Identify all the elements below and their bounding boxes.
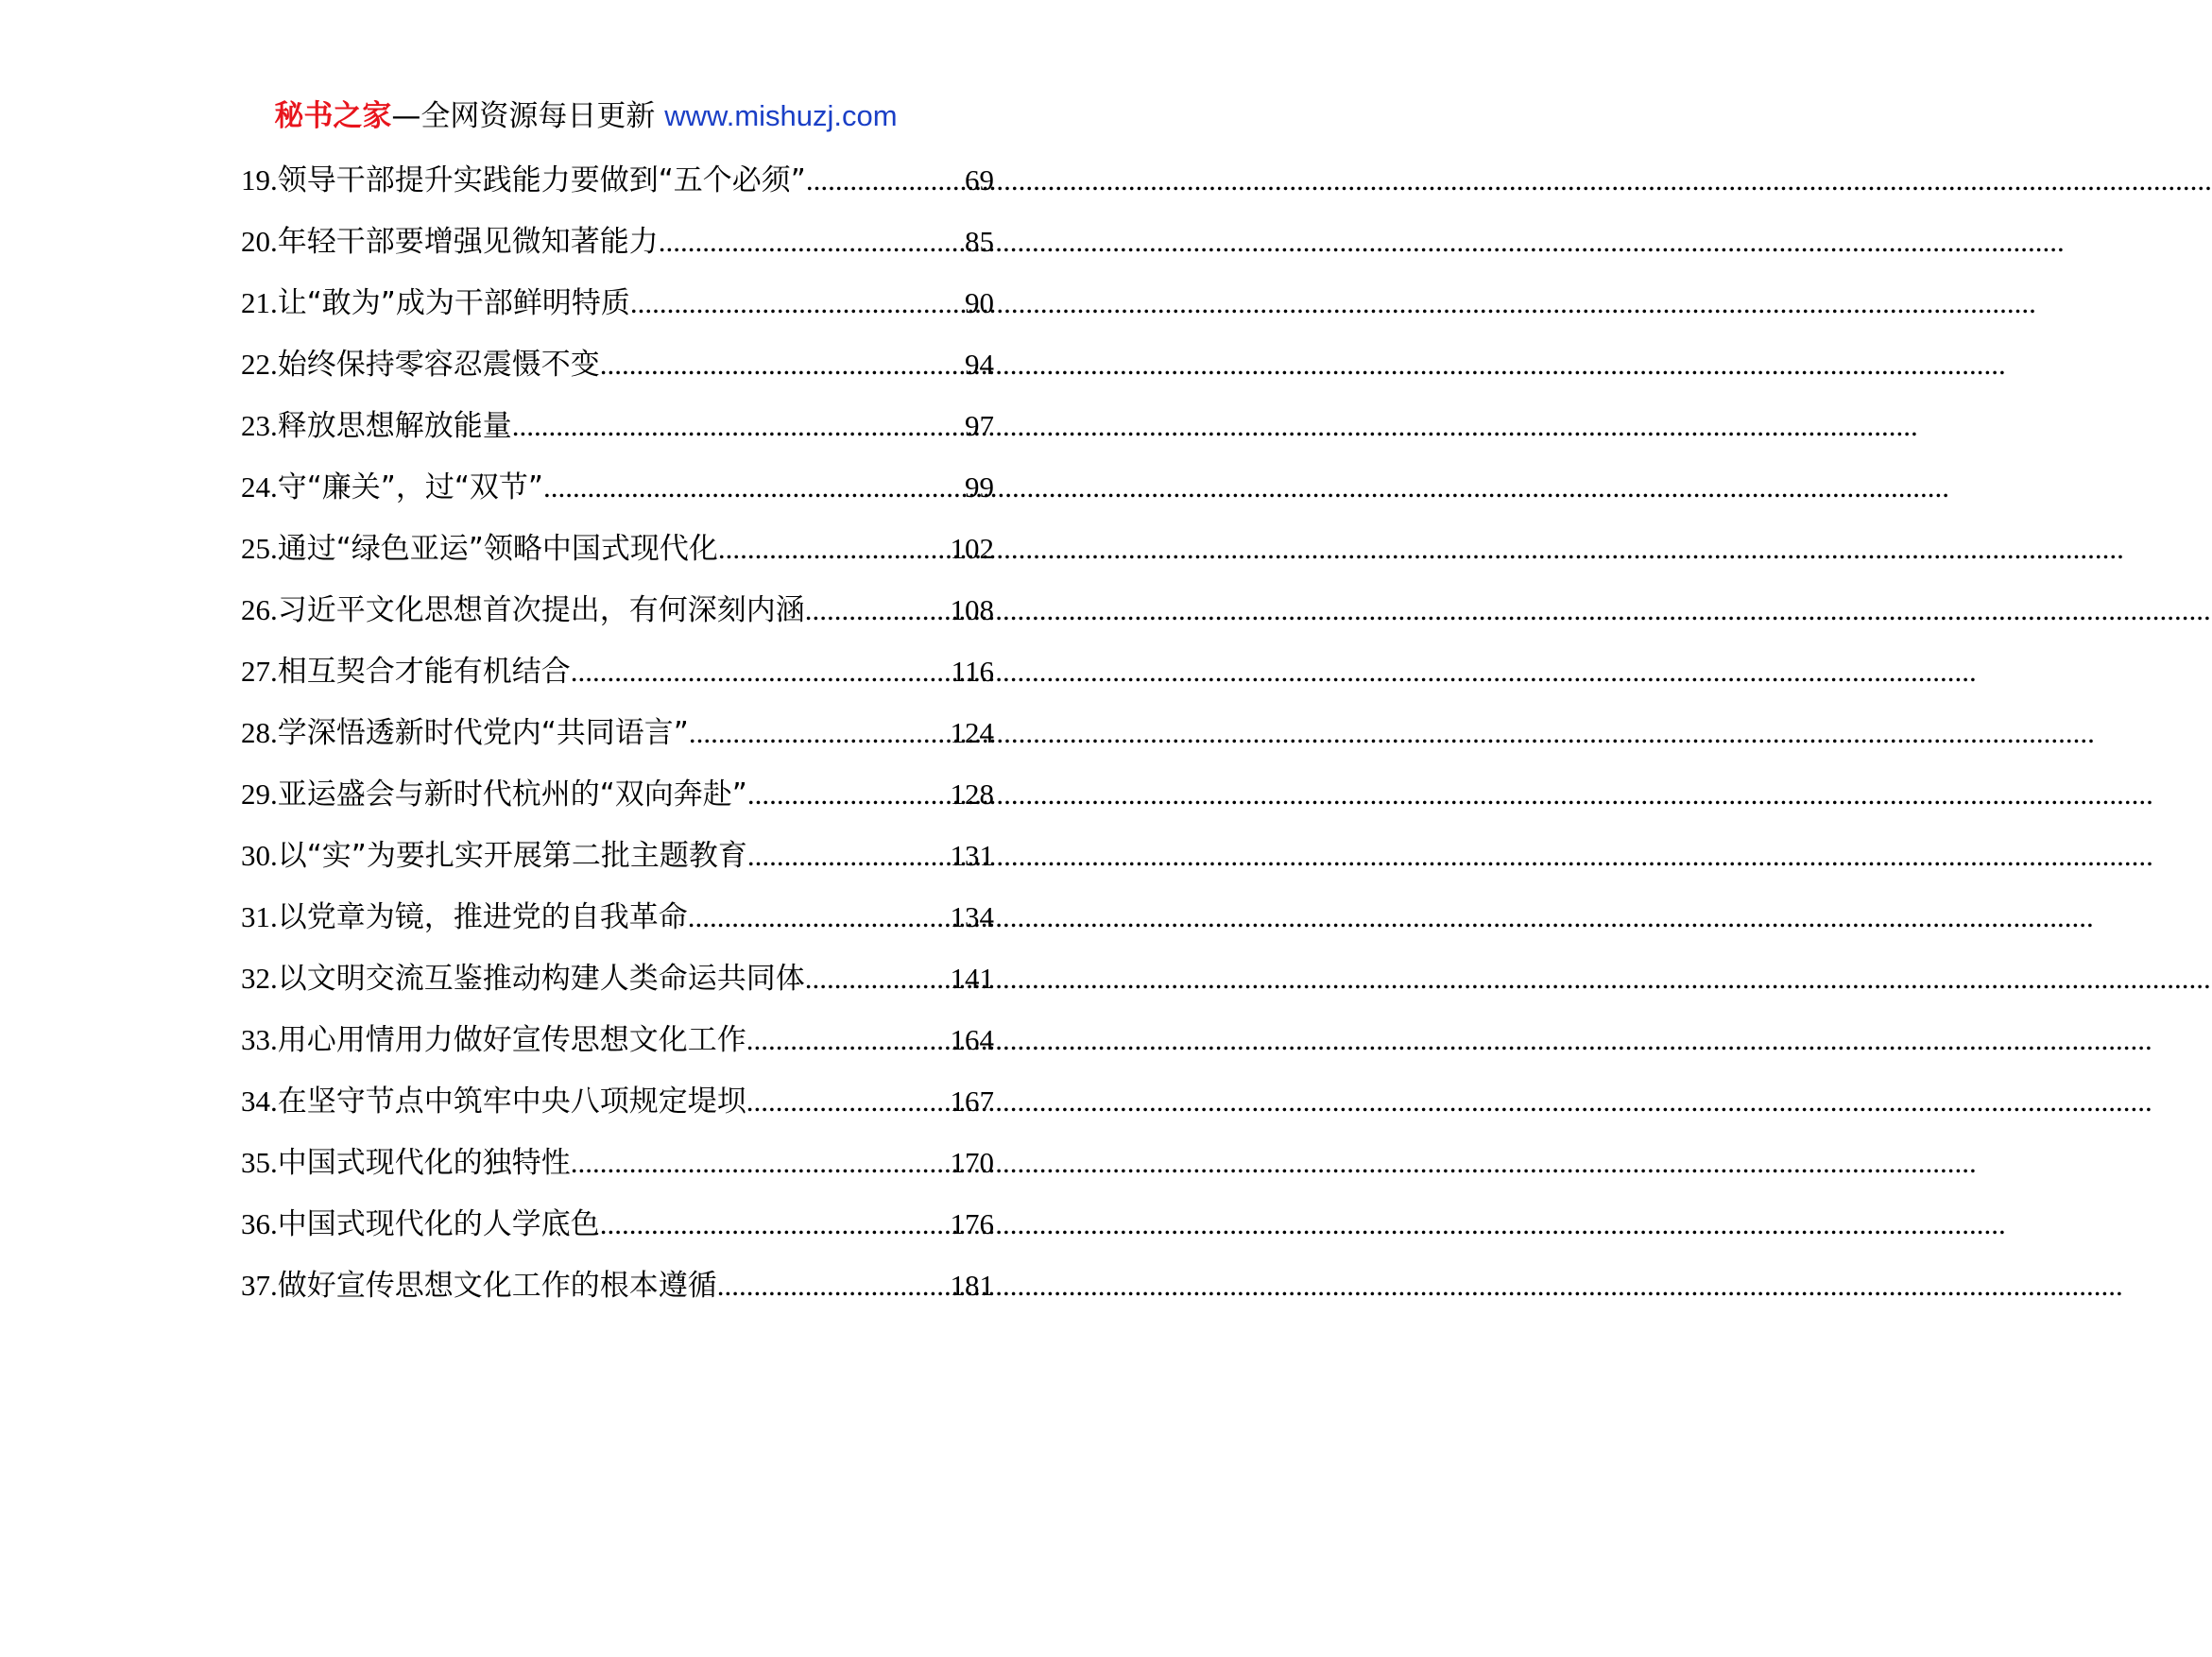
toc-entry-number: 37. [241,1269,278,1302]
toc-entry-title: 学深悟透新时代党内“共同语言” [277,716,689,750]
toc-entry-title: 让“敢为”成为干部鲜明特质 [277,286,630,320]
toc-entry-number: 23. [241,409,278,442]
toc-entry-number: 20. [241,225,278,258]
toc-entry[interactable] [241,216,994,278]
toc-dot-leader [659,216,965,267]
toc-dot-leader [689,708,951,759]
toc-dot-leader [718,523,951,574]
toc-entry-page-number: 128 [950,777,994,811]
toc-entry[interactable] [241,1137,994,1199]
toc-entry-title: 守“廉关”，过“双节” [277,470,543,504]
toc-entry[interactable] [241,462,994,523]
toc-entry-title: 中国式现代化的人学底色 [277,1207,600,1241]
toc-entry-number: 33. [241,1023,278,1056]
toc-dot-leader [746,1015,951,1066]
toc-entry-number: 34. [241,1085,278,1118]
toc-entry-page-number: 170 [950,1146,994,1179]
toc-entry-number: 29. [241,777,278,811]
toc-entry[interactable] [241,830,994,892]
toc-entry-number: 28. [241,716,278,749]
toc-dot-leader [630,278,965,329]
toc-entry-title: 领导干部提升实践能力要做到“五个必须” [277,163,806,197]
toc-entry-number: 35. [241,1146,278,1179]
toc-entry-page-number: 134 [950,900,994,933]
toc-entry-page-number: 90 [965,286,994,319]
toc-entry[interactable] [241,401,994,462]
toc-entry-title: 在坚守节点中筑牢中央八项规定堤坝 [277,1085,746,1119]
toc-dot-leader [571,646,952,697]
toc-entry[interactable] [241,646,994,708]
toc-entry-page-number: 108 [950,593,994,626]
toc-entry-page-number: 116 [951,655,994,688]
toc-entry[interactable] [241,339,994,401]
toc-entry-page-number: 181 [950,1269,994,1302]
toc-entry-page-number: 141 [950,962,994,995]
toc-entry-title: 以“实”为要扎实开展第二批主题教育 [277,839,747,873]
toc-entry-number: 22. [241,348,278,381]
toc-entry-number: 27. [241,655,278,688]
toc-entry-title: 以党章为镜，推进党的自我革命 [277,900,688,934]
toc-entry-title: 年轻干部要增强见微知著能力 [277,225,659,259]
toc-entry[interactable] [241,769,994,830]
page-header [0,94,1172,138]
toc-entry-page-number: 102 [950,532,994,565]
toc-entry-title: 亚运盛会与新时代杭州的“双向奔赴” [277,777,747,811]
toc-entry-page-number: 94 [965,348,994,381]
toc-entry-title: 始终保持零容忍震慑不变 [277,348,600,382]
toc-dot-leader [805,953,951,1004]
site-url-link[interactable]: www.mishuzj.com [664,99,898,132]
toc-dot-leader [688,892,951,943]
toc-entry-page-number: 69 [965,163,994,196]
toc-entry-number: 21. [241,286,278,319]
toc-entry-title: 习近平文化思想首次提出，有何深刻内涵 [277,593,805,627]
toc-entry[interactable] [241,1260,994,1322]
toc-dot-leader [747,830,951,881]
toc-dot-leader [747,769,951,820]
toc-dot-leader [543,462,965,513]
toc-entry-number: 26. [241,593,278,626]
toc-entry-title: 通过“绿色亚运”领略中国式现代化 [277,532,718,566]
toc-dot-leader [600,339,965,390]
toc-entry-number: 36. [241,1207,278,1240]
toc-entry-page-number: 124 [950,716,994,749]
toc-entry-title: 做好宣传思想文化工作的根本遵循 [277,1269,717,1303]
toc-dot-leader [717,1260,951,1311]
toc-entry[interactable] [241,278,994,339]
toc-entry-number: 19. [241,163,278,196]
toc-entry-title: 释放思想解放能量 [277,409,512,443]
toc-dot-leader [806,155,965,206]
toc-entry-title: 以文明交流互鉴推动构建人类命运共同体 [277,962,805,996]
brand-name: 秘书之家 [274,99,392,133]
header-tagline: —全网资源每日更新 [391,99,665,133]
toc-entry[interactable] [241,953,994,1015]
toc-entry-title: 中国式现代化的独特性 [277,1146,571,1180]
toc-entry-title: 相互契合才能有机结合 [277,655,571,689]
toc-entry-page-number: 164 [950,1023,994,1056]
toc-dot-leader [512,401,965,452]
toc-entry-page-number: 167 [950,1085,994,1118]
toc-entry[interactable] [241,523,994,585]
toc-entry[interactable] [241,585,994,646]
toc-entry[interactable] [241,155,994,216]
toc-entry-number: 32. [241,962,278,995]
toc-entry-page-number: 85 [965,225,994,258]
toc-entry[interactable] [241,1015,994,1076]
toc-entry-page-number: 131 [950,839,994,872]
toc-dot-leader [746,1076,951,1127]
toc-entry-number: 24. [241,470,278,504]
toc-dot-leader [571,1137,951,1188]
toc-entry-page-number: 176 [950,1207,994,1240]
toc-entry[interactable] [241,1199,994,1260]
toc-entry-page-number: 99 [965,470,994,504]
table-of-contents [241,155,994,1322]
toc-entry[interactable] [241,708,994,769]
toc-entry-number: 31. [241,900,278,933]
toc-entry[interactable] [241,1076,994,1137]
toc-entry-page-number: 97 [965,409,994,442]
toc-entry-title: 用心用情用力做好宣传思想文化工作 [277,1023,746,1057]
toc-entry-number: 30. [241,839,278,872]
toc-dot-leader [600,1199,951,1250]
toc-dot-leader [805,585,951,636]
toc-entry-number: 25. [241,532,278,565]
toc-entry[interactable] [241,892,994,953]
